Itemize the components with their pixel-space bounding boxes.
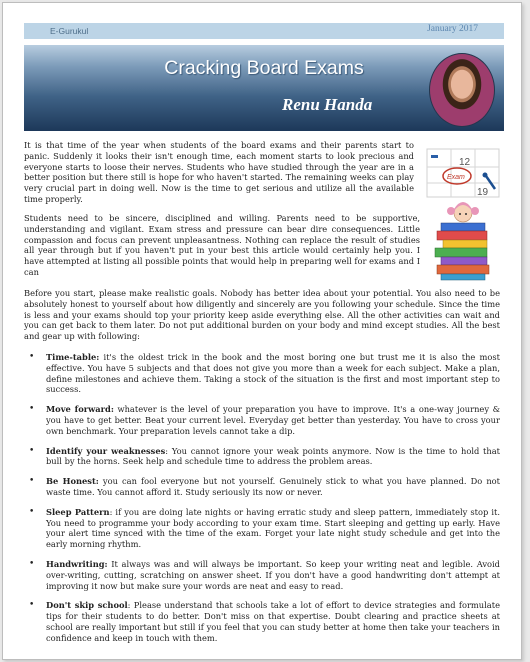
bullet-icon: •	[29, 352, 35, 362]
bullet-icon: •	[29, 600, 35, 611]
bullet-icon: •	[29, 476, 35, 487]
calendar-illustration	[425, 147, 501, 199]
list-item	[24, 352, 500, 395]
tip-text: It always was and will always be important. So keep your writing neat and legible. Avoid over-writing, cutting, scratching on answer sheet. If you don't have a good handwriting don't attempt at improving it now but make sure your words are neat and easy to read.	[46, 558, 500, 591]
list-item	[24, 476, 500, 498]
paragraph-students: Students need to be sincere, disciplined and willing. Parents need to be supportive, understanding and vigilant. Exam stress and pressure can bear dire consequences. Little compassion and focus can prevent unpleasantness. Nothing can replace the result of studies all year through but if you haven't put in your best this article would certainly help you. I have attempted at listing all possible points that would help in preparing well for exams and I can	[24, 213, 420, 277]
tip-text: : Please understand that schools take a lot of effort to device strategies and formulate tips for their students to do better. Don't miss on that expertise. Doubt clearing and practice sheets at school are really important but still if you feel that you can study better at home then take your teachers in confidence and keep in touch with them.	[46, 600, 500, 643]
bullet-icon: •	[29, 558, 35, 569]
tip-term: Move forward:	[46, 404, 114, 415]
bullet-icon: •	[29, 506, 35, 517]
tip-term: Time-table:	[46, 352, 100, 362]
list-item	[24, 507, 500, 550]
tip-term: Identify your weaknesses	[46, 445, 166, 456]
tip-text: you can fool everyone but not yourself. Genuinely stick to what you have planned. Do not waste time. You cannot afford it. Study seriously its now or never.	[46, 476, 500, 497]
books-girl-illustration	[431, 201, 495, 281]
tip-text: : You cannot ignore your weak points anymore. Now is the time to hold that bull by the horns. Seek help and schedule time to address the problem areas.	[46, 445, 500, 467]
calendar-number-19: 19	[477, 187, 489, 198]
tips-list	[24, 352, 500, 653]
author-name: Renu Handa	[282, 95, 373, 114]
calendar-exam-mark: Exam	[447, 174, 465, 181]
author-photo	[429, 53, 495, 127]
paragraph-intro: It is that time of the year when students of the board exams and their parents start to panic. Suddenly it looks their isn't enough time, each moment starts to look precious and everyone starts to loose their nerves. Students who have studied through the year are in a better position but there still is hope for who haven't started. The remaining weeks can play very crucial part in doing well. Now is the time to get serious and utilize all the available time properly.	[24, 140, 414, 204]
list-item	[24, 600, 500, 643]
list-item	[24, 559, 500, 591]
title-banner	[24, 45, 504, 131]
top-bar	[24, 23, 504, 39]
tip-term: Don't skip school	[46, 600, 128, 611]
tip-term: Handwriting:	[46, 558, 108, 569]
paragraph-goals: Before you start, please make realistic goals. Nobody has better idea about your potential. You also need to be absolutely honest to yourself about how diligently and sincerely are you following your schedule. Since the time is less and your exams should top your priority keep aside everything else. All the other activities can wait and you can get back to them later. Do not put additional burden on your body and mind except studies. All the best and gear up with following:	[24, 288, 500, 342]
newsletter-page	[2, 2, 522, 660]
bullet-icon: •	[29, 445, 35, 456]
list-item	[24, 404, 500, 436]
issue-date: January 2017	[427, 24, 478, 34]
tip-text: it's the oldest trick in the book and the most boring one but trust me it is also the most effective. You have 5 subjects and that does not give you more than a week for each subject. Make a plan, define milestones and achieve them. Taking a stock of the situation is the first and most important step to success.	[46, 352, 500, 395]
tip-term: Sleep Pattern	[46, 506, 110, 517]
brand-name: E-Gurukul	[50, 26, 89, 36]
bullet-icon: •	[29, 404, 35, 415]
article-title: Cracking Board Exams	[164, 57, 364, 79]
tip-text: : if you are doing late nights or having erratic study and sleep pattern, immediately stop it. You need to programme your body according to your exam time. Start sleeping and getting up early. Have your alert time synced with the time of the exam. Forget your late night study schedule and get into the early morning rhythm.	[46, 506, 500, 550]
calendar-number-12: 12	[459, 157, 471, 168]
tip-term: Be Honest:	[46, 476, 99, 487]
list-item	[24, 446, 500, 468]
tip-text: whatever is the level of your preparation you have to improve. It's a one-way journey & you have to get better. Beat your current level. Everyday get better than yesterday. You have to cross your own benchmark. Your preparation levels cannot take a dip.	[46, 404, 500, 436]
